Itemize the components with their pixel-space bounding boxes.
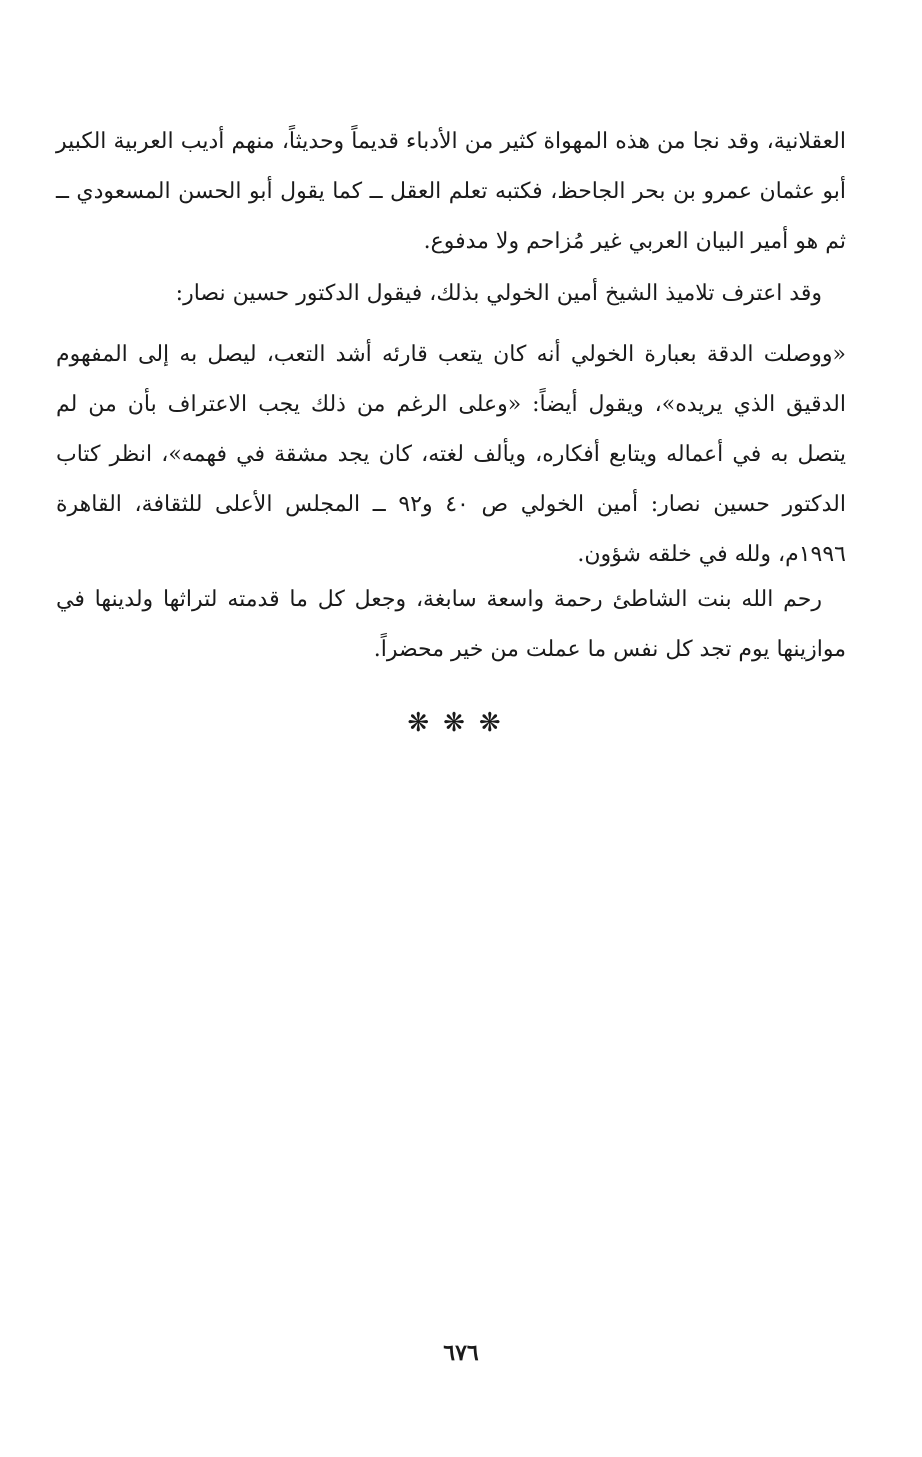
paragraph-students-acknowledgement: وقد اعترف تلاميذ الشيخ أمين الخولي بذلك، فيقول الدكتور حسين نصار:: [175, 281, 822, 306]
section-divider-ornament: ❋❋❋: [407, 708, 515, 738]
page-number: ٦٧٦: [443, 1340, 479, 1366]
paragraph-nassar-quote: «ووصلت الدقة بعبارة الخولي أنه كان يتعب قارئه أشد التعب، ليصل به إلى المفهوم الدقيق الذي يريده»، ويقول أيضاً: «وعلى الرغم من ذلك يجب الاعتراف بأن من لم يتصل به في أعماله ويتابع أفكاره، ويألف لغته، كان يجد مشقة في فهمه»، انظر كتاب الدكتور حسين نصار: أمين الخولي ص ٤٠ و٩٢ ــ المجلس الأعلى للثقافة، القاهرة ١٩٩٦م، ولله في خلقه شؤون.: [56, 342, 846, 567]
paragraph-jahiz: العقلانية، وقد نجا من هذه المهواة كثير من الأدباء قديماً وحديثاً، منهم أديب العربية الكبير أبو عثمان عمرو بن بحر الجاحظ، فكتبه تعلم العقل ــ كما يقول أبو الحسن المسعودي ــ ثم هو أمير البيان العربي غير مُزاحم ولا مدفوع.: [56, 129, 846, 254]
paragraph-prayer: رحم الله بنت الشاطئ رحمة واسعة سابغة، وجعل كل ما قدمته لتراثها ولدينها في موازينها يوم تجد كل نفس ما عملت من خير محضراً.: [56, 587, 846, 662]
